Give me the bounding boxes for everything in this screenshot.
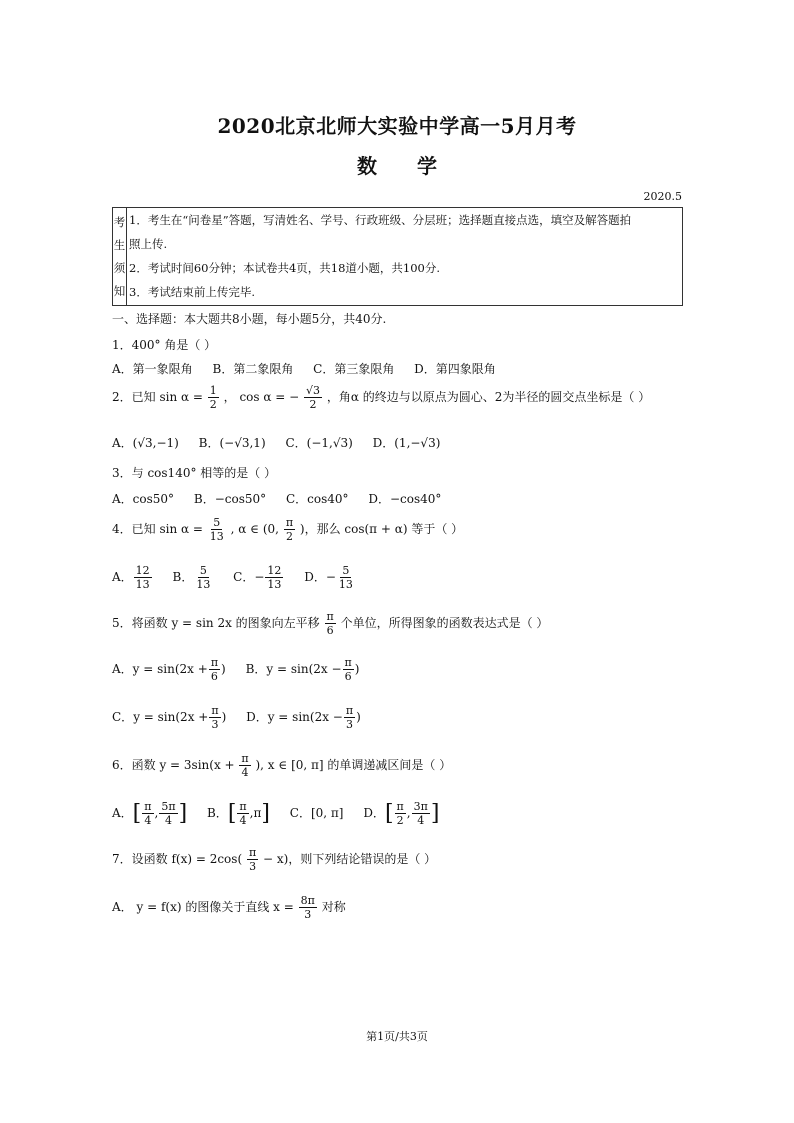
exam-date: 2020.5 [643,190,682,203]
notice-line: 照上传. [129,237,168,251]
bracket: ] [430,801,440,826]
frac-den: 3 [211,718,219,731]
option-c: C．cos40° [285,492,349,506]
frac-num: π [396,800,404,813]
option-label: A． [112,662,133,676]
frac-num: π [326,610,334,623]
fraction [239,752,250,779]
option-label: C． [289,806,311,820]
fraction [299,894,317,921]
fraction [142,800,153,827]
fraction [208,516,226,543]
notice-side-char: 知 [113,284,126,299]
fraction [344,704,355,731]
expr: y = sin(2x + [133,710,209,724]
frac-num: 8π [300,894,315,907]
question-1-options [112,360,512,377]
frac-num: π [239,800,247,813]
frac-num: π [285,516,294,529]
fraction [247,846,258,873]
option-d: D．[ $\frac{\pi}{2}$ , $\frac{3\pi}{4}$ ] [363,800,440,827]
option-a [112,656,226,683]
option-label: B． [206,806,228,820]
fraction [325,610,336,637]
notice-line: 1．考生在“问卷星”答题，写清姓名、学号、行政班级、分层班；选择题直接点选，填空及解答题拍 [129,213,632,227]
option-b: B．第二象限角 [212,362,294,376]
frac-num: π [210,656,219,669]
stem-text: 个单位，所得图象的函数表达式是（ ） [340,616,549,630]
fraction [134,564,152,591]
fraction [395,800,406,827]
option-d: D．第四象限角 [414,362,496,376]
frac-num: 5 [199,564,207,577]
option-a: A．cos50° [112,492,175,506]
frac-den: 4 [239,814,247,827]
frac-num: π [241,752,249,765]
frac-den: 2 [285,530,293,543]
stem-text: 2．已知 sin α = [112,390,203,404]
stem-text: ，角α 的终边与以原点为圆心、2为半径的圆交点坐标是（ ） [326,390,651,404]
question-6-options [112,800,455,827]
fraction [265,564,283,591]
stem-text: ), x ∈ [0, π] 的单调递减区间是（ ） [255,758,452,772]
exam-title: 2020北京北师大实验中学高一5月月考 [217,114,577,138]
page-footer: 第1页/共3页 [366,1030,428,1043]
frac-den: 6 [344,670,352,683]
notice-side-char: 须 [113,261,126,276]
option-a [112,564,153,591]
fraction [343,656,354,683]
frac-den: 3 [345,718,353,731]
frac-num: π [144,800,152,813]
option-label: B． [245,662,267,676]
option-a: A．[ $\frac{\pi}{4}$ , $\frac{5\pi}{4}$ ] [112,800,188,827]
expr: y = sin(2x + [132,662,208,676]
option-a: A．第一象限角 [112,362,193,376]
fraction [209,656,220,683]
question-3-stem: 3．与 cos140° 相等的是（ ） [112,466,277,480]
frac-num: 5 [342,564,350,577]
question-4-stem [112,516,463,543]
expr: y = sin(2x − [267,710,343,724]
frac-den: 4 [144,814,152,827]
frac-den: 13 [196,578,211,591]
option-c: C．(−1,√3) [285,436,353,450]
frac-den: 3 [249,860,257,873]
frac-num: 12 [135,564,150,577]
frac-num: 12 [267,564,282,577]
frac-den: 13 [209,530,224,543]
option-d: D．−cos40° [368,492,442,506]
frac-num: 5 [213,516,221,529]
bracket: ] [178,801,188,826]
option-label: A． [112,806,133,820]
option-a: A．(√3,−1) [112,436,179,450]
stem-text: − x)，则下列结论错误的是（ ） [263,852,437,866]
frac-num: √3 [306,384,321,397]
option-c [233,564,284,591]
question-7-option-a [112,894,346,921]
notice-body [127,208,682,305]
frac-num: 3π [413,800,428,813]
expr: ) [221,710,227,724]
expr: π [253,806,262,820]
frac-den: 13 [267,578,282,591]
frac-den: 13 [135,578,150,591]
bracket: [ [227,801,237,826]
notice-side-char: 生 [113,237,126,252]
question-7-stem [112,846,436,873]
question-4-options [112,564,372,591]
option-label: D． [246,710,268,724]
stem-text: 6．函数 y = 3sin(x + [112,758,235,772]
frac-den: 13 [338,578,353,591]
fraction [159,800,177,827]
question-2-stem [112,384,650,411]
option-b [172,564,214,591]
stem-text: 4．已知 sin α = [112,522,203,536]
sign: − [325,570,336,584]
fraction [208,384,219,411]
expr: y = sin(2x − [266,662,342,676]
stem-text: ， cos α = − [223,390,300,404]
option-d: D．(1,−√3) [372,436,441,450]
bracket: ] [261,801,270,826]
fraction [337,564,355,591]
option-b: B．(−√3,1) [198,436,266,450]
question-2-options [112,434,456,451]
question-3-options [112,490,457,507]
bracket: [ [384,801,394,826]
fraction [284,516,295,543]
stem-text: )，那么 cos(π + α) 等于（ ） [299,522,464,536]
fraction [412,800,430,827]
fraction [304,384,322,411]
fraction [209,704,220,731]
stem-text: A． y = f(x) 的图像关于直线 x = [112,900,294,914]
frac-den: 2 [309,398,317,411]
frac-num: π [344,656,352,669]
section-heading: 一、选择题：本大题共8小题，每小题5分，共40分. [112,312,387,326]
question-1-stem: 1．400° 角是（ ） [112,338,217,352]
bracket: [ [132,801,142,826]
option-label: D． [363,806,385,820]
frac-den: 6 [210,670,218,683]
option-c [112,704,227,731]
expr: [0, π] [310,806,344,820]
frac-den: 4 [164,814,172,827]
question-5-stem [112,610,548,637]
question-5-options-row1 [112,656,375,683]
option-label: D． [304,570,326,584]
stem-text: 7．设函数 f(x) = 2cos( [112,852,243,866]
frac-num: π [345,704,354,717]
notice-line: 3．考试结束前上传完毕. [129,285,255,299]
stem-text: , α ∈ (0, [230,522,279,536]
option-d [246,704,361,731]
notice-side-char: 考 [113,214,126,229]
fraction [237,800,248,827]
fraction [194,564,212,591]
option-c [290,806,344,820]
expr: ) [354,662,360,676]
question-5-options-row2 [112,704,377,731]
option-label: A． [112,570,133,584]
frac-den: 2 [209,398,217,411]
question-6-stem [112,752,451,779]
frac-den: 4 [241,766,249,779]
option-label: C． [233,570,255,584]
expr: ) [356,710,361,724]
frac-num: 1 [209,384,217,397]
option-b: B．[ $\frac{\pi}{4}$ ,π] [206,800,270,827]
notice-box [112,207,683,306]
option-d [304,564,356,591]
frac-num: π [248,846,257,859]
stem-text: 对称 [321,900,346,914]
option-label: C． [112,710,134,724]
frac-den: 2 [396,814,404,827]
option-b: B．−cos50° [193,492,267,506]
frac-den: 4 [417,814,425,827]
notice-side-label [113,208,127,305]
expr: ) [221,662,226,676]
frac-num: π [211,704,219,717]
option-label: B． [172,570,194,584]
option-b [245,656,360,683]
notice-line: 2．考试时间60分钟；本试卷共4页，共18道小题，共100分. [129,261,441,275]
frac-den: 6 [326,624,334,637]
frac-den: 3 [304,908,312,921]
stem-text: 5．将函数 y = sin 2x 的图象向左平移 [112,616,320,630]
subject-title: 数学 [357,154,477,178]
option-c: C．第三象限角 [313,362,395,376]
sign: − [254,570,265,584]
frac-num: 5π [161,800,176,813]
